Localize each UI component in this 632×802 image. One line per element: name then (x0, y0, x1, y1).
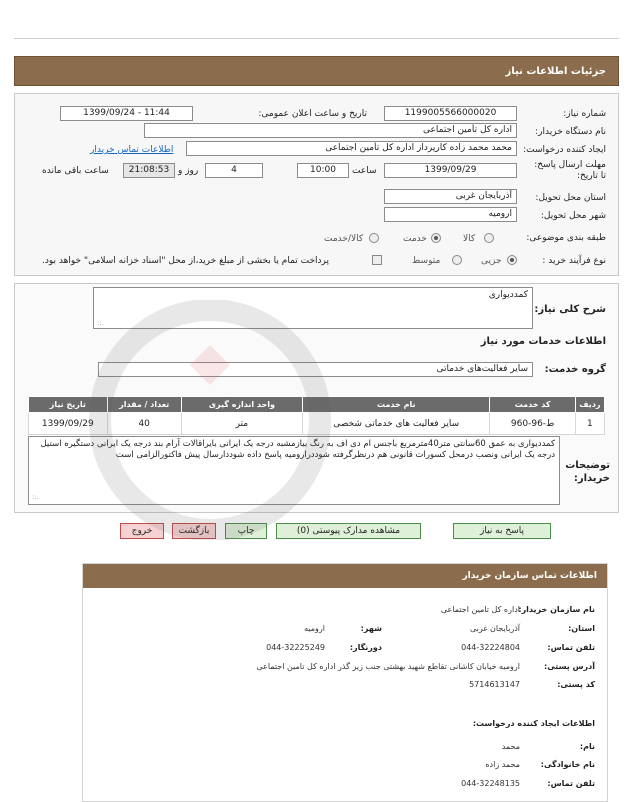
buyer-notes-text: کمددیواری به عمق 60سانتی متر40مترمربع باجنس ام دی اف به رنگ بیازمشبه درجه یک ایرانی بایراقالات آرام بند درجه یک ایرانی دستگیره استیل درجه یک ایرانی ونصب درمحل کسورات قانونی هم درنظرگرفته شوددرارومیه پاسخ داده شوددارسال پیش فاکتورالزامی است (40, 439, 555, 460)
remaining-time-field: 21:08:53 (123, 163, 175, 178)
creator-phone-value: 044-32248135 (461, 779, 520, 788)
family-label: نام خانوادگی: (540, 760, 595, 769)
city-contact-value: ارومیه (304, 624, 325, 633)
process-option-medium: متوسط (412, 256, 441, 266)
need-number-label: شماره نیاز: (563, 109, 606, 119)
province-contact-label: استان: (568, 624, 595, 633)
col-unit: واحد اندازه گیری (181, 397, 302, 413)
deadline-date-field: 1399/09/29 (384, 163, 517, 178)
process-label: نوع فرآیند خرید : (542, 256, 606, 266)
col-qty: تعداد / مقدار (107, 397, 181, 413)
buyer-field: اداره کل تأمین اجتماعی (144, 123, 517, 138)
creator-info-heading: اطلاعات ایجاد کننده درخواست: (472, 719, 595, 728)
phone-value: 044-32224804 (461, 643, 520, 652)
need-number-field: 1199005566000020 (384, 106, 517, 121)
deadline-label: مهلت ارسال پاسخ: تا تاریخ: (534, 160, 606, 181)
view-docs-button[interactable]: مشاهده مدارک پیوستی (0) (276, 523, 421, 539)
col-row: ردیف (575, 397, 604, 413)
category-option-both: کالا/خدمت (324, 234, 364, 244)
name-label: نام: (579, 742, 595, 751)
resize-grip-icon[interactable]: .:: (97, 319, 104, 327)
category-radio-both[interactable] (369, 233, 379, 243)
city-field: ارومیه (384, 207, 517, 222)
category-radio-goods[interactable] (484, 233, 494, 243)
province-contact-value: آذربایجان غربی (469, 624, 520, 633)
buyer-notes-label: توضیحات خریدار: (565, 460, 610, 484)
province-field: آذربایجان غربی (384, 189, 517, 204)
resize-grip-icon[interactable]: .:: (32, 493, 39, 501)
process-radio-medium[interactable] (452, 255, 462, 265)
city-contact-label: شهر: (360, 624, 382, 633)
family-value: محمد زاده (485, 760, 520, 769)
contact-card-title: اطلاعات تماس سازمان خریدار (83, 564, 607, 588)
top-divider (14, 38, 619, 39)
process-radio-minor[interactable] (507, 255, 517, 265)
exit-button[interactable]: خروج (120, 523, 164, 539)
postal-value: 5714613147 (469, 680, 520, 689)
remaining-label: ساعت باقی مانده (42, 166, 109, 176)
creator-label: ایجاد کننده درخواست: (523, 145, 606, 155)
category-radio-service[interactable] (431, 233, 441, 243)
services-table (28, 396, 605, 435)
buyer-notes-field (28, 436, 560, 505)
fax-label: دورنگار: (349, 643, 382, 652)
creator-field: محمد محمد زاده کارپرداز اداره کل تأمین اجتماعی (186, 141, 517, 156)
treasury-checkbox[interactable] (372, 255, 382, 265)
reply-button[interactable]: پاسخ به نیاز (453, 523, 551, 539)
summary-label: شرح کلی نیاز: (534, 304, 606, 315)
days-field: 4 (205, 163, 263, 178)
cell-date: 1399/09/29 (29, 413, 108, 435)
payment-note: پرداخت تمام یا بخشی از مبلغ خرید،از محل "اسناد خزانه اسلامی" خواهد بود. (42, 256, 330, 266)
org-value: اداره کل تامین اجتماعی (440, 605, 520, 614)
group-label: گروه خدمت: (544, 364, 606, 375)
buyer-label: نام دستگاه خریدار: (535, 127, 606, 137)
time-label: ساعت (352, 166, 377, 176)
cell-qty: 40 (107, 413, 181, 435)
cell-row: 1 (575, 413, 604, 435)
col-name: نام خدمت (302, 397, 490, 413)
back-button[interactable]: بازگشت (172, 523, 216, 539)
process-option-minor: جزیی (481, 256, 502, 266)
col-code: کد خدمت (490, 397, 575, 413)
cell-code: ط-96-960 (490, 413, 575, 435)
summary-text: کمددیواری (488, 290, 528, 300)
table-header-row (29, 397, 605, 413)
page-header: جزئیات اطلاعات نیاز (14, 56, 619, 86)
fax-value: 044-32225249 (266, 643, 325, 652)
buyer-contact-card (82, 563, 608, 802)
category-label: طبقه بندی موضوعی: (526, 233, 606, 243)
announce-field: 1399/09/24 - 11:44 (60, 106, 193, 121)
col-date: تاریخ نیاز (29, 397, 108, 413)
cell-unit: متر (181, 413, 302, 435)
category-option-service: خدمت (403, 234, 427, 244)
table-row (29, 413, 605, 435)
postal-label: کد پستی: (557, 680, 595, 689)
name-value: محمد (501, 742, 520, 751)
category-option-goods: کالا (463, 234, 476, 244)
group-field: سایر فعالیت‌های خدماتی (98, 362, 533, 377)
org-label: نام سازمان خریدار: (518, 605, 595, 614)
deadline-time-field: 10:00 (297, 163, 349, 178)
phone-label: تلفن تماس: (547, 643, 595, 652)
days-label: روز و (178, 166, 199, 176)
creator-phone-label: تلفن تماس: (547, 779, 595, 788)
announce-label: تاریخ و ساعت اعلان عمومی: (258, 109, 367, 119)
address-label: آدرس پستی: (544, 662, 595, 671)
cell-name: سایر فعالیت های خدماتی شخصی (302, 413, 490, 435)
buyer-contact-link[interactable]: اطلاعات تماس خریدار (90, 145, 174, 155)
city-label: شهر محل تحویل: (540, 211, 606, 221)
services-heading: اطلاعات خدمات مورد نیاز (480, 336, 606, 347)
summary-field (93, 287, 533, 329)
print-button[interactable]: چاپ (225, 523, 267, 539)
address-value: ارومیه خیابان کاشانی تقاطع شهید بهشتی جنب زیر گذر اداره کل تامین اجتماعی (256, 662, 520, 671)
province-label: استان محل تحویل: (535, 193, 606, 203)
